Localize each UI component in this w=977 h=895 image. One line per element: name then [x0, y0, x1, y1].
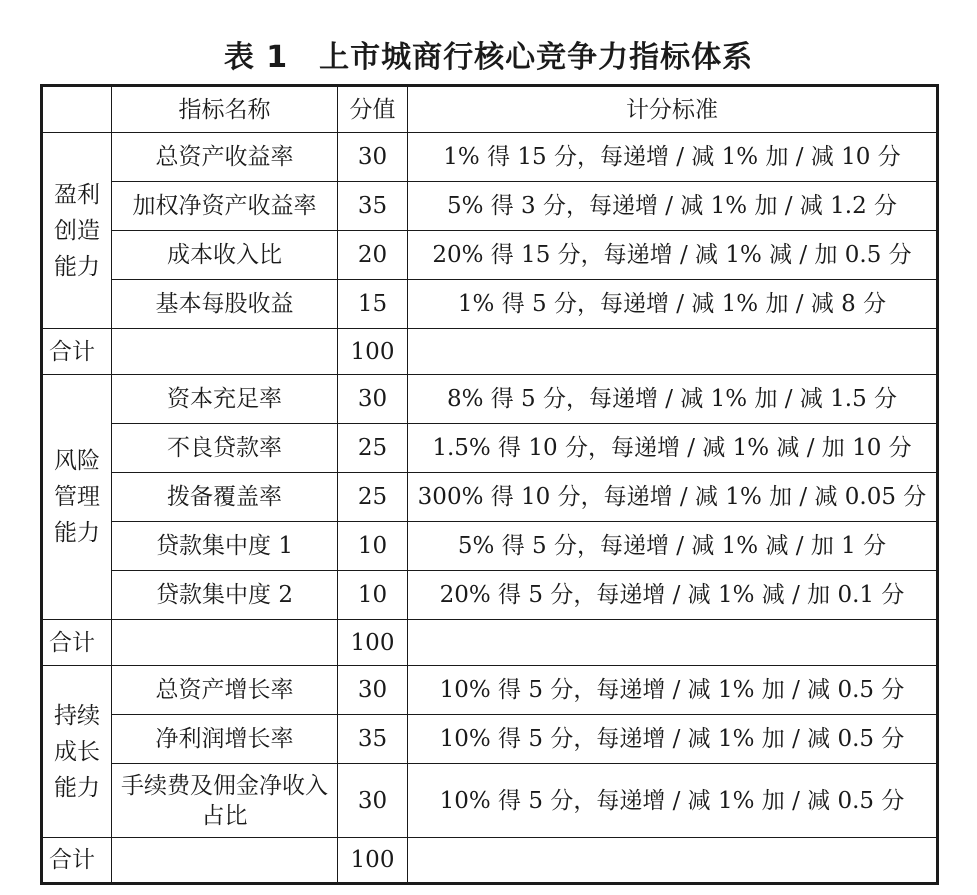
- total-label: 合计: [42, 838, 112, 884]
- indicator-name: 净利润增长率: [112, 715, 338, 764]
- table-row: [42, 375, 938, 424]
- indicator-rule: 1.5% 得 10 分，每递增 / 减 1% 减 / 加 10 分: [408, 424, 938, 473]
- indicator-name: 贷款集中度 1: [112, 522, 338, 571]
- indicator-name: 基本每股收益: [112, 280, 338, 329]
- total-label: 合计: [42, 329, 112, 375]
- indicator-rule: 300% 得 10 分，每递增 / 减 1% 加 / 减 0.05 分: [408, 473, 938, 522]
- table-row: [42, 424, 938, 473]
- total-score: 100: [338, 329, 408, 375]
- indicator-rule: 1% 得 15 分，每递增 / 减 1% 加 / 减 10 分: [408, 133, 938, 182]
- table-row: [42, 522, 938, 571]
- indicator-score: 15: [338, 280, 408, 329]
- indicator-score: 25: [338, 424, 408, 473]
- indicator-rule: 10% 得 5 分，每递增 / 减 1% 加 / 减 0.5 分: [408, 715, 938, 764]
- indicator-score: 10: [338, 571, 408, 620]
- indicator-score: 35: [338, 715, 408, 764]
- total-empty: [112, 838, 338, 884]
- table-title: 表 1 上市城商行核心竞争力指标体系: [223, 40, 754, 75]
- indicator-score: 30: [338, 375, 408, 424]
- table-row: [42, 133, 938, 182]
- indicator-name: 不良贷款率: [112, 424, 338, 473]
- indicator-name: 手续费及佣金净收入占比: [112, 764, 338, 838]
- indicator-score: 30: [338, 133, 408, 182]
- total-row: [42, 620, 938, 666]
- table-row: [42, 764, 938, 838]
- indicator-score: 10: [338, 522, 408, 571]
- header-rule: 计分标准: [408, 86, 938, 133]
- total-score: 100: [338, 620, 408, 666]
- table-row: [42, 231, 938, 280]
- indicator-name: 总资产增长率: [112, 666, 338, 715]
- header-category: [42, 86, 112, 133]
- indicator-score: 35: [338, 182, 408, 231]
- indicator-score: 30: [338, 764, 408, 838]
- indicator-rule: 10% 得 5 分，每递增 / 减 1% 加 / 减 0.5 分: [408, 666, 938, 715]
- indicator-score: 20: [338, 231, 408, 280]
- header-row: [42, 86, 938, 133]
- header-score: 分值: [338, 86, 408, 133]
- header-name: 指标名称: [112, 86, 338, 133]
- indicator-name: 加权净资产收益率: [112, 182, 338, 231]
- category-profit: 盈利创造能力: [42, 133, 112, 329]
- table-row: [42, 666, 938, 715]
- total-row: [42, 838, 938, 884]
- indicator-name: 贷款集中度 2: [112, 571, 338, 620]
- indicator-rule: 5% 得 5 分，每递增 / 减 1% 减 / 加 1 分: [408, 522, 938, 571]
- table-row: [42, 280, 938, 329]
- total-empty: [408, 329, 938, 375]
- indicator-rule: 10% 得 5 分，每递增 / 减 1% 加 / 减 0.5 分: [408, 764, 938, 838]
- indicator-score: 25: [338, 473, 408, 522]
- indicator-rule: 20% 得 15 分，每递增 / 减 1% 减 / 加 0.5 分: [408, 231, 938, 280]
- table-row: [42, 571, 938, 620]
- total-label: 合计: [42, 620, 112, 666]
- indicator-rule: 20% 得 5 分，每递增 / 减 1% 减 / 加 0.1 分: [408, 571, 938, 620]
- indicator-name: 成本收入比: [112, 231, 338, 280]
- total-empty: [408, 620, 938, 666]
- indicator-name: 资本充足率: [112, 375, 338, 424]
- category-risk: 风险管理能力: [42, 375, 112, 620]
- indicator-rule: 5% 得 3 分，每递增 / 减 1% 加 / 减 1.2 分: [408, 182, 938, 231]
- indicator-rule: 8% 得 5 分，每递增 / 减 1% 加 / 减 1.5 分: [408, 375, 938, 424]
- indicator-name: 拨备覆盖率: [112, 473, 338, 522]
- total-row: [42, 329, 938, 375]
- table-row: [42, 715, 938, 764]
- table-row: [42, 473, 938, 522]
- indicator-rule: 1% 得 5 分，每递增 / 减 1% 加 / 减 8 分: [408, 280, 938, 329]
- indicator-table: [40, 84, 939, 885]
- total-empty: [112, 620, 338, 666]
- category-growth: 持续成长能力: [42, 666, 112, 838]
- indicator-name: 总资产收益率: [112, 133, 338, 182]
- table-row: [42, 182, 938, 231]
- indicator-score: 30: [338, 666, 408, 715]
- total-empty: [112, 329, 338, 375]
- total-score: 100: [338, 838, 408, 884]
- total-empty: [408, 838, 938, 884]
